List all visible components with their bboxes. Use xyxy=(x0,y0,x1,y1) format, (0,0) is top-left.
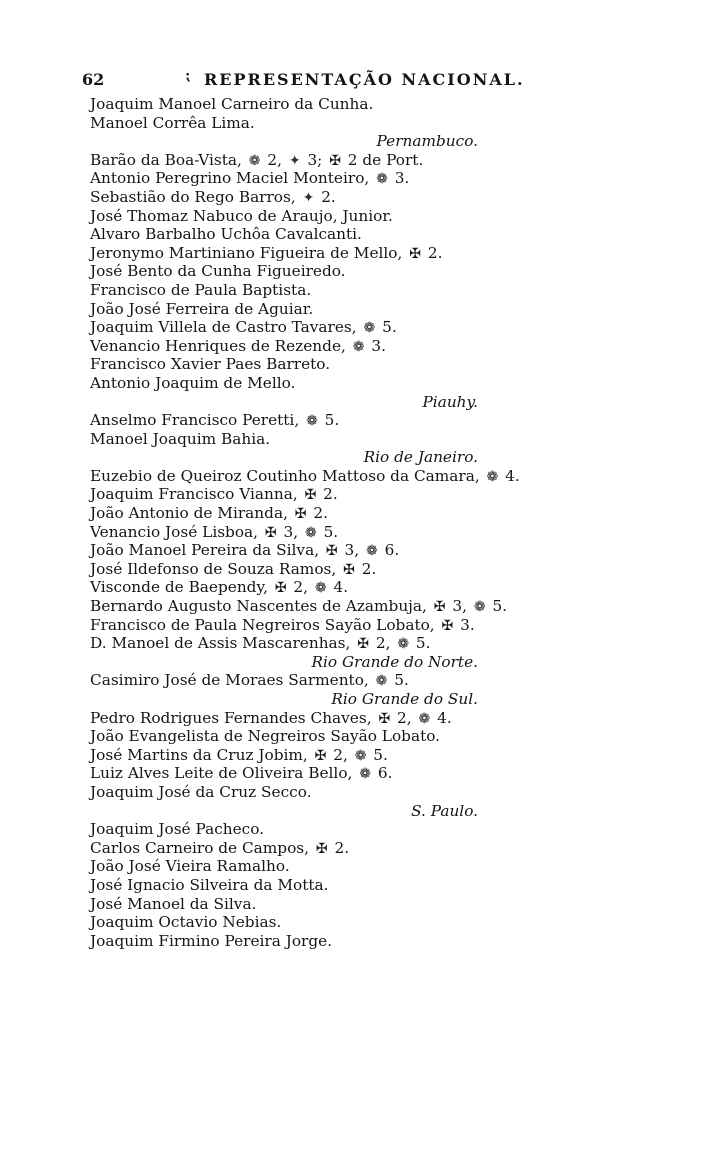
rose-order-icon: ❁ xyxy=(376,171,388,188)
entry-text: José Bento da Cunha Figueiredo. xyxy=(90,262,346,281)
entry-text: 2 de Port. xyxy=(342,150,424,169)
header-ornament: ⁏ xyxy=(186,68,192,84)
deputy-entry xyxy=(88,597,688,616)
entry-text: 2. xyxy=(318,485,338,504)
entry-text: Euzebio de Queiroz Coutinho Mattoso da Camara, xyxy=(90,466,485,485)
entry-text: 4. xyxy=(500,466,520,485)
entry-text: José Thomaz Nabuco de Araujo, Junior. xyxy=(90,206,393,225)
cross-order-icon: ✠ xyxy=(433,599,446,616)
entry-text: 4. xyxy=(328,578,349,597)
entry-text: 2, xyxy=(288,578,313,597)
rose-order-icon: ❁ xyxy=(418,710,431,727)
deputy-entry xyxy=(88,504,688,523)
cross-order-icon: ✠ xyxy=(329,152,341,169)
entry-text: 3; xyxy=(302,150,328,169)
entry-text: 6. xyxy=(379,541,400,560)
deputy-entry xyxy=(88,876,688,895)
deputy-entry xyxy=(88,114,688,133)
deputy-entry xyxy=(88,411,688,430)
deputy-entry xyxy=(88,244,688,263)
cross-order-icon: ✠ xyxy=(274,580,287,597)
province-heading xyxy=(88,653,688,672)
entry-text: 3, xyxy=(447,597,472,616)
deputy-entry xyxy=(88,746,688,765)
entry-text: Carlos Carneiro de Campos, xyxy=(90,838,314,857)
rose-order-icon: ❁ xyxy=(354,747,367,764)
entry-text: 5. xyxy=(389,671,409,690)
entry-text: 5. xyxy=(487,597,508,616)
entry-text: João Manoel Pereira da Silva, xyxy=(90,541,324,560)
entry-text: Luiz Alves Leite de Oliveira Bello, xyxy=(90,764,358,783)
entry-text: Francisco de Paula Baptista. xyxy=(90,280,312,299)
entry-text: João Evangelista de Negreiros Sayão Lobato. xyxy=(90,727,441,746)
deputy-entry xyxy=(88,430,688,449)
entry-text: Joaquim Octavio Nebias. xyxy=(90,913,282,932)
entry-text: Venancio Henriques de Rezende, xyxy=(90,336,351,355)
deputy-entry xyxy=(88,616,688,635)
entry-text: Barão da Boa-Vista, xyxy=(90,150,247,169)
rose-order-icon: ❁ xyxy=(363,320,376,337)
entry-text: Joaquim José Pacheco. xyxy=(90,820,265,839)
cross-order-icon: ✠ xyxy=(314,747,327,764)
entry-text: 5. xyxy=(318,522,339,541)
entry-text: Bernardo Augusto Nascentes de Azambuja, xyxy=(90,597,432,616)
cross-order-icon: ✠ xyxy=(378,710,391,727)
entry-text: 2, xyxy=(262,150,287,169)
entry-text: Joaquim Firmino Pereira Jorge. xyxy=(90,931,333,950)
rose-order-icon: ❁ xyxy=(248,152,261,169)
rose-order-icon: ❁ xyxy=(306,413,318,430)
entry-text: 3, xyxy=(339,541,364,560)
entry-text: 5. xyxy=(411,634,431,653)
deputy-entry xyxy=(88,262,688,281)
deputy-entry xyxy=(88,485,688,504)
deputy-entry xyxy=(88,523,688,542)
entry-text: Casimiro José de Moraes Sarmento, xyxy=(90,671,374,690)
deputy-entry xyxy=(88,578,688,597)
deputy-entry xyxy=(88,169,688,188)
province-heading xyxy=(88,132,688,151)
deputy-entry xyxy=(88,671,688,690)
entry-text: D. Manoel de Assis Mascarenhas, xyxy=(90,634,356,653)
entry-text: 5. xyxy=(377,318,397,337)
deputy-entry xyxy=(88,839,688,858)
rose-order-icon: ❁ xyxy=(473,599,486,616)
page-header xyxy=(82,68,552,92)
deputy-entry xyxy=(88,225,688,244)
deputies-list xyxy=(88,95,688,950)
entry-text: 3. xyxy=(455,615,475,634)
province-heading xyxy=(88,802,688,821)
entry-text: 3, xyxy=(278,522,303,541)
province-heading xyxy=(88,393,688,412)
entry-text: Antonio Joaquim de Mello. xyxy=(90,373,296,392)
entry-text: 2. xyxy=(422,243,443,262)
deputy-entry xyxy=(88,541,688,560)
entry-text: Joaquim José da Cruz Secco. xyxy=(90,782,312,801)
cross-order-icon: ✠ xyxy=(315,840,328,857)
province-name: S. Paulo. xyxy=(411,801,478,820)
star-order-icon: ✦ xyxy=(288,152,301,169)
entry-text: João Antonio de Miranda, xyxy=(90,504,293,523)
province-name: Rio Grande do Norte. xyxy=(311,652,478,671)
province-name: Pernambuco. xyxy=(376,132,478,151)
entry-text: 5. xyxy=(319,411,340,430)
entry-text: Joaquim Francisco Vianna, xyxy=(90,485,303,504)
rose-order-icon: ❁ xyxy=(352,338,365,355)
rose-order-icon: ❁ xyxy=(375,673,388,690)
entry-text: 3. xyxy=(389,169,410,188)
entry-text: 4. xyxy=(432,708,452,727)
deputy-entry xyxy=(88,895,688,914)
deputy-entry xyxy=(88,207,688,226)
cross-order-icon: ✠ xyxy=(357,636,369,653)
rose-order-icon: ❁ xyxy=(365,543,378,560)
cross-order-icon: ✠ xyxy=(304,487,317,504)
deputy-entry xyxy=(88,188,688,207)
rose-order-icon: ❁ xyxy=(314,580,327,597)
rose-order-icon: ❁ xyxy=(359,766,371,783)
cross-order-icon: ✠ xyxy=(264,524,277,541)
deputy-entry xyxy=(88,337,688,356)
province-name: Piauhy. xyxy=(422,392,478,411)
province-name: Rio Grande do Sul. xyxy=(331,690,478,708)
star-order-icon: ✦ xyxy=(302,189,315,206)
deputy-entry xyxy=(88,783,688,802)
entry-text: José Martins da Cruz Jobim, xyxy=(90,745,313,764)
cross-order-icon: ✠ xyxy=(409,245,421,262)
entry-text: 2, xyxy=(328,745,353,764)
province-heading xyxy=(88,690,688,709)
province-heading xyxy=(88,448,688,467)
deputy-entry xyxy=(88,932,688,951)
deputy-entry xyxy=(88,151,688,170)
entry-text: 2, xyxy=(392,708,417,727)
deputy-entry xyxy=(88,355,688,374)
entry-text: Joaquim Manoel Carneiro da Cunha. xyxy=(90,95,374,113)
entry-text: João José Ferreira de Aguiar. xyxy=(90,299,314,318)
entry-text: Pedro Rodrigues Fernandes Chaves, xyxy=(90,708,377,727)
deputy-entry xyxy=(88,281,688,300)
rose-order-icon: ❁ xyxy=(486,468,499,485)
cross-order-icon: ✠ xyxy=(294,506,307,523)
entry-text: João José Vieira Ramalho. xyxy=(90,857,290,876)
entry-text: 2. xyxy=(308,504,328,523)
page-number: 62 xyxy=(82,70,105,89)
deputy-entry xyxy=(88,727,688,746)
entry-text: Antonio Peregrino Maciel Monteiro, xyxy=(90,169,375,188)
entry-text: Visconde de Baependy, xyxy=(90,578,273,597)
deputy-entry xyxy=(88,300,688,319)
entry-text: José Ignacio Silveira da Motta. xyxy=(90,875,329,894)
entry-text: 3. xyxy=(366,336,386,355)
running-title: REPRESENTAÇÃO NACIONAL. xyxy=(204,70,525,89)
rose-order-icon: ❁ xyxy=(397,636,410,653)
province-name: Rio de Janeiro. xyxy=(363,448,478,467)
entry-text: 6. xyxy=(373,764,393,783)
deputy-entry xyxy=(88,318,688,337)
cross-order-icon: ✠ xyxy=(343,561,355,578)
deputy-entry xyxy=(88,634,688,653)
deputy-entry xyxy=(88,709,688,728)
entry-text: Francisco de Paula Negreiros Sayão Lobato, xyxy=(90,615,440,634)
entry-text: 2. xyxy=(329,838,350,857)
cross-order-icon: ✠ xyxy=(325,543,338,560)
deputy-entry xyxy=(88,913,688,932)
cross-order-icon: ✠ xyxy=(441,617,454,634)
entry-text: Sebastião do Rego Barros, xyxy=(90,187,301,206)
deputy-entry xyxy=(88,764,688,783)
entry-text: 2. xyxy=(316,187,336,206)
entry-text: Francisco Xavier Paes Barreto. xyxy=(90,355,331,374)
deputy-entry xyxy=(88,95,688,114)
deputy-entry xyxy=(88,374,688,393)
entry-text: 5. xyxy=(368,745,388,764)
deputy-entry xyxy=(88,560,688,579)
entry-text: 2. xyxy=(356,559,377,578)
entry-text: Manoel Corrêa Lima. xyxy=(90,113,255,132)
deputy-entry xyxy=(88,820,688,839)
rose-order-icon: ❁ xyxy=(304,524,317,541)
deputy-entry xyxy=(88,857,688,876)
entry-text: Venancio José Lisboa, xyxy=(90,522,263,541)
entry-text: José Ildefonso de Souza Ramos, xyxy=(90,559,342,578)
deputy-entry xyxy=(88,467,688,486)
entry-text: Alvaro Barbalho Uchôa Cavalcanti. xyxy=(90,225,362,244)
entry-text: Jeronymo Martiniano Figueira de Mello, xyxy=(90,243,408,262)
entry-text: Anselmo Francisco Peretti, xyxy=(90,411,305,430)
entry-text: 2, xyxy=(370,634,396,653)
entry-text: Manoel Joaquim Bahia. xyxy=(90,429,271,448)
entry-text: José Manoel da Silva. xyxy=(90,894,257,913)
entry-text: Joaquim Villela de Castro Tavares, xyxy=(90,318,362,337)
